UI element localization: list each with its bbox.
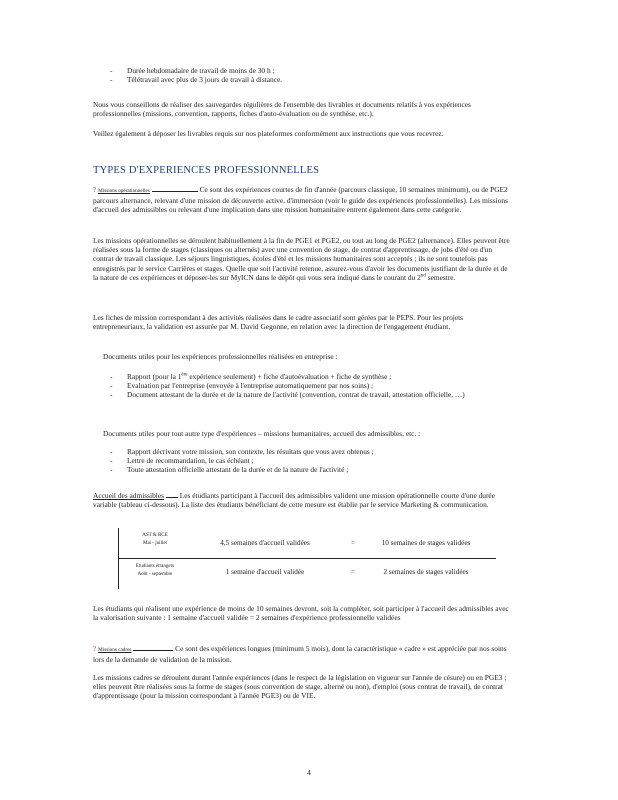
paragraph-executive-missions: ? Missions cadres Ce sont des expériences longues (minimum 5 mois), dont la caractéristique « cadre » est appréciée par nos soins lors de la demande de validation de la mission. <box>93 644 507 665</box>
list-item: - Durée hebdomadaire de travail de moins de 30 h ; <box>110 66 490 75</box>
bullet-marker: ? <box>93 644 97 653</box>
table-cell-who: AST & BCE Mai - juillet <box>142 533 168 546</box>
table-cell-left: 4,5 semaines d'accueil validées <box>220 539 310 547</box>
paragraph-backups: Nous vous conseillons de réaliser des sauvegardes régulières de l'ensemble des livrables et documents relatifs à vos expériences professionnelles (missions, convention, rapports, fiches d'auto-évaluation ou de synthèse, etc.). <box>93 100 471 119</box>
table-cell-who: Etudiants étrangers Août - septembre <box>135 564 175 577</box>
docs-company-list <box>110 372 470 400</box>
list-item: - Rapport (pour la 1ère expérience seulement) + fiche d'autoévaluation + fiche de synthèse ; <box>110 372 470 381</box>
table-cell-equals: = <box>350 539 356 547</box>
paragraph-mission-sheets: Les fiches de mission correspondant à des activités réalisées dans le cadre associatif sont gérées par le PEPS. Pour les projets entrepreneuriaux, la validation est assurée par M. David Gegonne, en relation avec la direction de l'engagement étudiant. <box>93 313 464 332</box>
term-label: Accueil des admissibles <box>93 491 165 500</box>
paragraph-executive-detail: Les missions cadres se déroulent durant l'année expériences (dans le respect de la législation en vigueur sur l'année de césure) ou en PGE3 ; elles peuvent être réalisées sous la forme de stages (sous convention de stage, alterné ou non), d'emploi (sous contrat de travail), de contrat d'apprentissage (pour la mission correspondant à l'année PGE3) ou de VIE. <box>93 673 507 701</box>
paragraph-under-10-weeks: Les étudiants qui réalisent une expérience de moins de 10 semaines devront, soit la compléter, soit participer à l'accueil des admissibles avec la valorisation suivante : 1 semaine d'accueil validée = 2 semaines d'expérience professionnelle validées <box>93 604 509 623</box>
paragraph-missions-detail: Les missions opérationnelles se déroulent habituellement à la fin de PGE1 et PGE2, ou tout au long de PGE2 (alternance). Elles peuvent être réalisées sous la forme de stages (classiques ou alternés) avec une convention de stage, de contrat d'apprentissage, de jobs d'été ou d'un contrat de travail classique. Les séjours linguistiques, écoles d'été et les missions humanitaires sont acceptés ; ils ne sont toutefois pas enregistrés par le service Carrières et stages. Quelle que soit l'activité retenue, assurez-vous d'avoir les documents justifiant de la durée et de la nature de ces expériences et déposer-les sur MyICN dans le dépôt qui vous sera indiqué dans le courant du 2nd semestre. <box>93 236 510 282</box>
term-label: Missions opérationnelles <box>98 188 150 194</box>
underline-rule <box>166 497 178 498</box>
list-item: - Télétravail avec plus de 3 jours de travail à distance. <box>110 75 490 84</box>
list-item: - Rapport décrivant votre mission, son contexte, les résultats que vous avez obtenus ; <box>110 447 470 456</box>
list-item: - Toute attestation officielle attestant de la durée et de la nature de l'activité ; <box>110 465 470 474</box>
paragraph-admissibles: Accueil des admissibles Les étudiants participant à l'accueil des admissibles valident une mission opérationnelle courte d'une durée variable (tableau ci-dessous). La liste des étudiants bénéficiant de cette mesure est établie par le service Marketing & communication. <box>93 491 495 510</box>
bullet-marker: ? <box>93 185 97 194</box>
paragraph-operational-missions: ? Missions opérationnelles Ce sont des expériences courtes de fin d'année (parcours classique, 10 semaines minimum), ou de PGE2 parcours alternance, relevant d'une mission de découverte active, d'immersion (voir le guide des expériences professionnelles). Les missions d'accueil des admissibles ou relevant d'une implication dans une mission humanitaire entrent également dans cette catégorie. <box>93 185 508 215</box>
list-item: - Document attestant de la durée et de la nature de l'activité (convention, contrat de travail, attestation officielle, …) <box>110 390 470 399</box>
docs-other-title: Documents utiles pour tout autre type d'expériences – missions humanitaires, accueil des admissibles, etc. : <box>103 429 421 438</box>
docs-other-list <box>110 447 470 475</box>
paragraph-deposit: Veillez également à déposer les livrables requis sur nos plateformes conformément aux instructions que vous recevrez. <box>93 129 444 138</box>
table-cell-left: 1 semaine d'accueil validée <box>225 568 305 576</box>
list-item: - Evaluation par l'entreprise (envoyée à l'entreprise automatiquement par nos soins) ; <box>110 381 470 390</box>
table-cell-right: 2 semaines de stages validées <box>383 568 469 576</box>
term-label: Missions cadres <box>98 647 132 653</box>
docs-company-title: Documents utiles pour les expériences professionnelles réalisées en entreprise : <box>103 352 338 361</box>
underline-rule <box>152 191 198 192</box>
section-heading: TYPES D'EXPERIENCES PROFESSIONNELLES <box>93 165 320 176</box>
page-number: 4 <box>307 768 311 777</box>
work-conditions-list <box>110 66 490 84</box>
table-row-divider <box>118 558 496 559</box>
table-cell-equals: = <box>350 568 356 576</box>
table-cell-right: 10 semaines de stages validées <box>381 539 471 547</box>
underline-rule <box>133 650 173 651</box>
list-item: - Lettre de recommandation, le cas échéant ; <box>110 456 470 465</box>
